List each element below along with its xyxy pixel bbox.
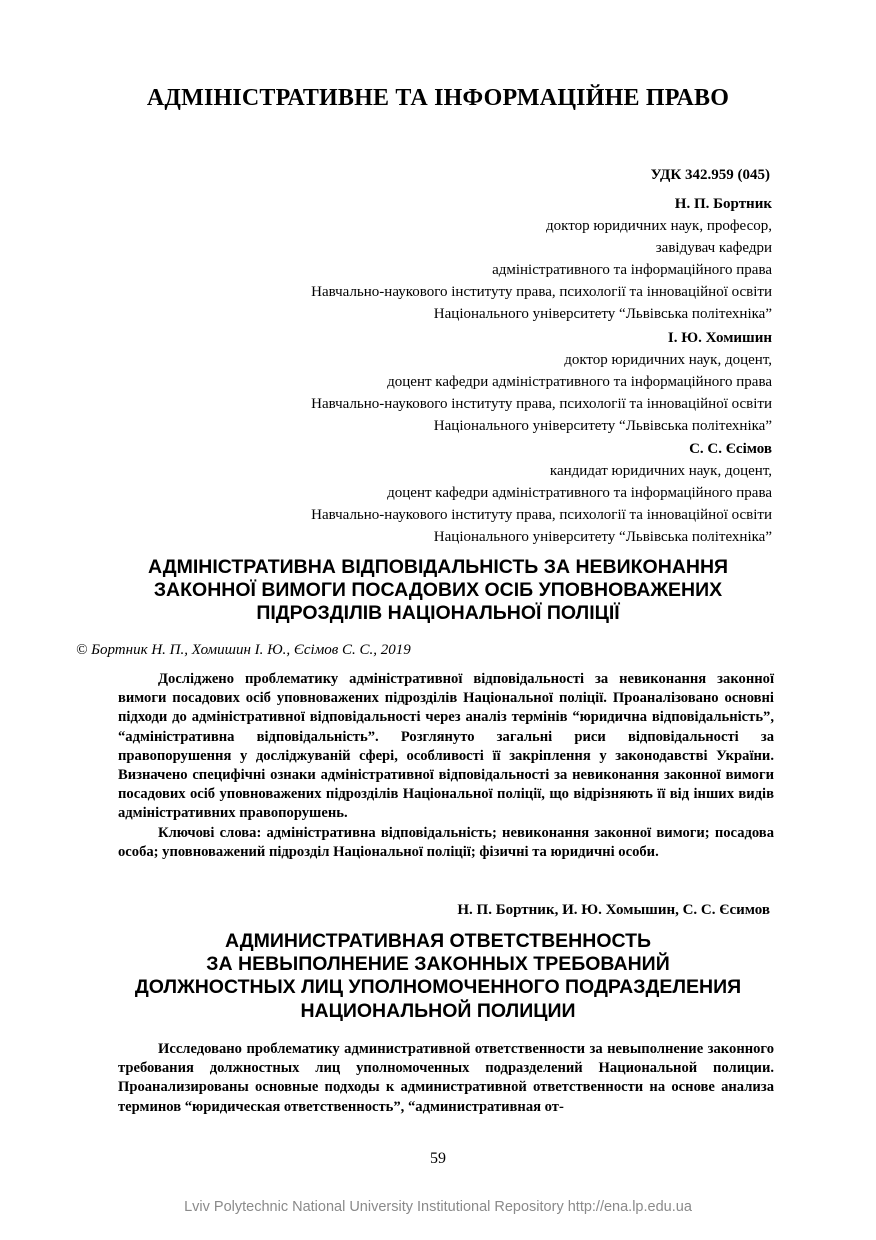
author-affiliation-line: доцент кафедри адміністративного та інформаційного права <box>387 485 772 501</box>
abstract-ru <box>118 1040 774 1117</box>
copyright-line: © Бортник Н. П., Хомишин І. Ю., Єсімов С. С., 2019 <box>76 642 411 658</box>
author-affiliation-line: Національного університету “Львівська політехніка” <box>433 418 772 434</box>
title-line: ЗАКОННОЇ ВИМОГИ ПОСАДОВИХ ОСІБ УПОВНОВАЖЕНИХ <box>153 579 723 601</box>
author-affiliation-line: Національного університету “Львівська політехніка” <box>433 529 772 545</box>
title-line: ПІДРОЗДІЛІВ НАЦІОНАЛЬНОЇ ПОЛІЦІЇ <box>256 602 620 624</box>
title-line: АДМІНІСТРАТИВНА ВІДПОВІДАЛЬНІСТЬ ЗА НЕВИКОНАННЯ <box>147 556 729 578</box>
author-name: С. С. Єсімов <box>689 441 772 457</box>
article-title-ua <box>40 556 836 625</box>
author-affiliation-line: Навчально-наукового інституту права, психології та інноваційної освіти <box>311 507 772 523</box>
abstract-ru-text: Исследовано проблематику административной ответственности за невыполнение законного требования должностных лиц уполномоченных подразделений Национальной полиции. Проанализированы основные подходы к административной ответственности на основе анализа терминов “юридическая ответственность”, “административная от- <box>118 1041 774 1115</box>
author-affiliation-line: Національного університету “Львівська політехніка” <box>433 306 772 322</box>
author-block-bortnyk <box>72 193 772 325</box>
author-affiliation-line: Навчально-наукового інституту права, психології та інноваційної освіти <box>311 396 772 412</box>
author-affiliation-line: доцент кафедри адміністративного та інформаційного права <box>387 374 772 390</box>
abstract-ua <box>118 670 774 862</box>
author-affiliation-line: кандидат юридичних наук, доцент, <box>549 463 772 479</box>
author-affiliation-line: Навчально-наукового інституту права, психології та інноваційної освіти <box>311 284 772 300</box>
title-line: НАЦИОНАЛЬНОЙ ПОЛИЦИИ <box>300 999 576 1022</box>
abstract-ua-text: Досліджено проблематику адміністративної відповідальності за невиконання законної вимоги посадових осіб уповноважених підрозділів Національної поліції. Проаналізовано основні підходи до адміністративної відповідальності через аналіз термінів “юридична відповідальність”, “адміністративна відповідальність”. Розглянуто загальні риси відповідальності за правопорушення у досліджуваній сфері, особливості її закріплення у законодавстві України. Визначено специфічні ознаки адміністративної відповідальності за невиконання законної вимоги посадових осіб уповноважених підрозділів Національної поліції, що відрізняють її від інших видів адміністративних правопорушень. <box>118 671 774 822</box>
title-line: АДМИНИСТРАТИВНАЯ ОТВЕТСТВЕННОСТЬ <box>224 930 652 952</box>
journal-section-heading: АДМІНІСТРАТИВНЕ ТА ІНФОРМАЦІЙНЕ ПРАВО <box>146 85 730 111</box>
repository-footer: Lviv Polytechnic National University Institutional Repository http://ena.lp.edu.ua <box>184 1199 692 1215</box>
author-name: І. Ю. Хомишин <box>667 330 772 346</box>
keywords-ua: Ключові слова: адміністративна відповідальність; невиконання законної вимоги; посадова особа; уповноважений підрозділ Національної поліції; фізичні та юридичні особи. <box>118 824 774 860</box>
author-affiliation-line: доктор юридичних наук, професор, <box>546 218 772 234</box>
author-affiliation-line: доктор юридичних наук, доцент, <box>564 352 772 368</box>
author-block-khomyshyn <box>72 327 772 437</box>
article-title-ru <box>40 930 836 1023</box>
udc-code: УДК 342.959 (045) <box>650 167 770 183</box>
ru-authors-line: Н. П. Бортник, И. Ю. Хомышин, С. С. Єсимов <box>457 902 770 918</box>
title-line: ДОЛЖНОСТНЫХ ЛИЦ УПОЛНОМОЧЕННОГО ПОДРАЗДЕЛЕНИЯ <box>134 976 742 999</box>
author-affiliation-line: завідувач кафедри <box>655 240 772 256</box>
author-block-yesimov <box>72 438 772 548</box>
title-line: ЗА НЕВЫПОЛНЕНИЕ ЗАКОННЫХ ТРЕБОВАНИЙ <box>206 953 670 976</box>
page-number: 59 <box>430 1150 446 1167</box>
author-affiliation-line: адміністративного та інформаційного права <box>492 262 772 278</box>
author-name: Н. П. Бортник <box>674 196 772 212</box>
